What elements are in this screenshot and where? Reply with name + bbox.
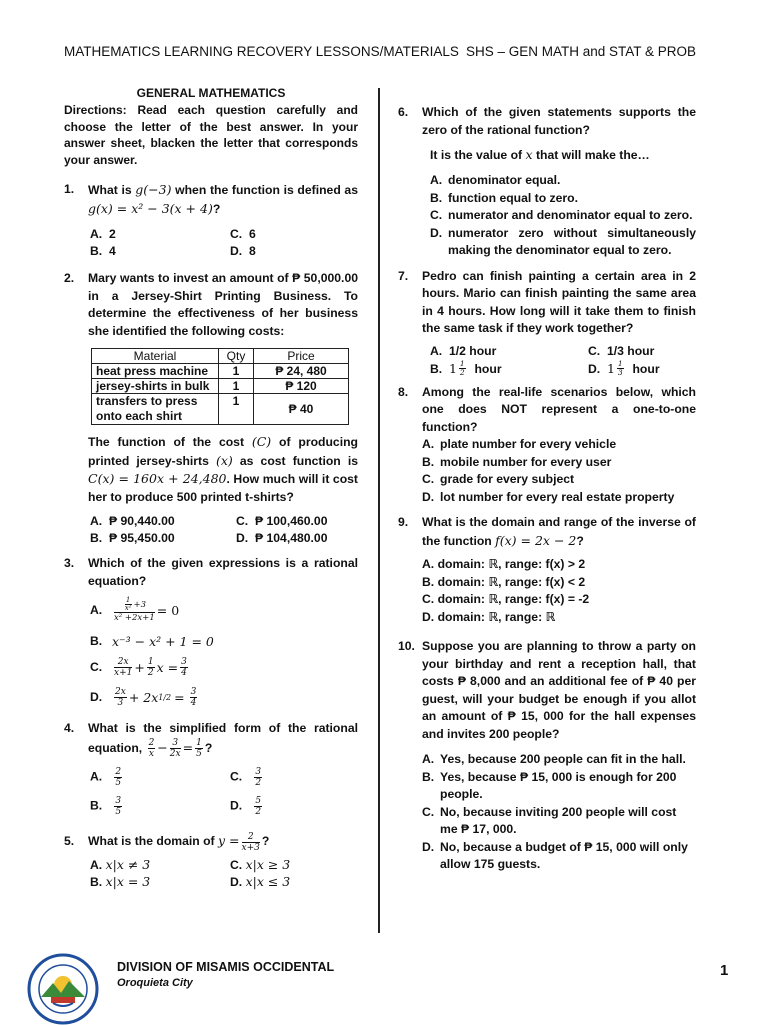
- option[interactable]: D. x|x ≤ 3: [230, 873, 291, 889]
- q2-followup: [64, 433, 358, 506]
- q6-options: [430, 172, 696, 260]
- question-number: 1.: [64, 182, 75, 196]
- header-right: SHS – GEN MATH and STAT & PROB: [466, 44, 697, 59]
- question-number: 8.: [398, 384, 409, 399]
- option[interactable]: C. domain: ℝ, range: f(x) = -2: [422, 592, 590, 606]
- option[interactable]: D. numerator zero without simultaneously making the denominator equal to zero.: [430, 225, 696, 257]
- section-title: GENERAL MATHEMATICS: [136, 86, 286, 100]
- q8-options: [422, 436, 696, 506]
- option[interactable]: C. 1/3 hour: [588, 343, 655, 358]
- question-4: 4. What is the simplified form of the rational equation, $\frac{2}{x}$ − $\frac{3}{2x}$ = $\frac{1}{5}$ ?: [64, 718, 358, 759]
- table-cell: 1: [219, 394, 254, 425]
- option[interactable]: D. $\frac{5}{2}$: [230, 796, 262, 818]
- question-number: 3.: [64, 556, 75, 570]
- option[interactable]: B. function equal to zero.: [430, 190, 578, 205]
- page-number: 1: [720, 962, 729, 979]
- question-number: 2.: [64, 271, 75, 285]
- q1-text-a: What is: [88, 183, 136, 197]
- question-number: 10.: [398, 639, 415, 653]
- option[interactable]: C. No, because inviting 200 people will cost me ₱ 17, 000.: [422, 804, 677, 836]
- option[interactable]: A. $\frac{1}{\text{x²}}$ +3 x² +2x+1 = 0: [90, 596, 180, 623]
- table-header: Material: [92, 349, 219, 364]
- table-row: [92, 394, 349, 425]
- option[interactable]: C. numerator and denominator equal to zero.: [430, 208, 693, 222]
- option[interactable]: C. grade for every subject: [422, 472, 575, 486]
- table-cell: jersey-shirts in bulk: [92, 379, 219, 394]
- option[interactable]: B. x|x = 3: [90, 873, 151, 889]
- option[interactable]: B. $\frac{3}{5}$: [90, 796, 122, 818]
- option[interactable]: C. $\frac{2x}{x+1}$ + $\frac{1}{2}$ x = $\frac{3}{4}$: [90, 656, 187, 678]
- question-8: [398, 384, 696, 437]
- q3-text: Which of the given expressions is a rational equation?: [88, 556, 358, 588]
- footer-title: DIVISION OF MISAMIS OCCIDENTAL: [117, 960, 335, 974]
- q3-options: [90, 590, 358, 712]
- q4-options: [90, 767, 358, 817]
- q4-text: What is the simplified form of the rational equation,: [88, 721, 358, 755]
- option[interactable]: A. denominator equal.: [430, 173, 561, 187]
- q2-math: (x): [215, 452, 233, 468]
- option[interactable]: B. ₱ 95,450.00: [90, 531, 175, 545]
- question-6: [398, 104, 696, 139]
- option[interactable]: D. $\frac{2x}{3}$ + 2x 1/2 = $\frac{3}{4}$: [90, 686, 197, 708]
- option[interactable]: A. x|x ≠ 3: [90, 856, 151, 872]
- option[interactable]: D. No, because a budget of ₱ 15, 000 will only allow 175 guests.: [422, 839, 688, 871]
- question-3: [64, 555, 358, 590]
- q9-options: [422, 556, 696, 626]
- cost-table: [91, 348, 349, 425]
- directions-text: Read each question carefully and choose the letter of the best answer. In your answer sheet, blacken the letter that corresponds your answer.: [64, 103, 358, 167]
- option[interactable]: B. 1 $\frac{1}{2}$ hour: [430, 358, 502, 377]
- question-5: 5. What is the domain of y = $\frac{2}{x+3}$ ?: [64, 831, 270, 853]
- q1-options: [90, 227, 358, 258]
- option[interactable]: A. ₱ 90,440.00: [90, 514, 175, 528]
- option[interactable]: D. ₱ 104,480.00: [236, 531, 328, 545]
- question-9: 9. What is the domain and range of the inverse of the function f(x) = 2x − 2?: [398, 514, 696, 550]
- q6-intro: It is the value of x that will make the…: [430, 147, 650, 162]
- option[interactable]: B. Yes, because ₱ 15, 000 is enough for 200 people.: [422, 769, 677, 801]
- table-cell: transfers to press onto each shirt: [92, 394, 219, 425]
- table-cell: 1: [219, 379, 254, 394]
- q7-text: Pedro can finish painting a certain area in 2 hours. Mario can finish painting the same area in 4 hours. How long will it take them to finish the same task if they work together?: [422, 268, 696, 335]
- q1-text-c: ?: [212, 201, 221, 216]
- option[interactable]: A. domain: ℝ, range: f(x) > 2: [422, 557, 586, 571]
- option[interactable]: C. x|x ≥ 3: [230, 856, 291, 872]
- footer-subtitle: Oroquieta City: [117, 977, 193, 989]
- q1-math-b: g(x) = x² − 3(x + 4): [88, 200, 213, 216]
- question-number: 6.: [398, 105, 409, 119]
- table-header: Qty: [219, 349, 254, 364]
- question-7: [398, 268, 696, 338]
- question-number: 7.: [398, 268, 409, 283]
- option[interactable]: D. domain: ℝ, range: ℝ: [422, 609, 556, 624]
- option[interactable]: C. ₱ 100,460.00: [236, 514, 328, 528]
- table-cell: ₱ 24, 480: [254, 364, 349, 379]
- option[interactable]: B. x⁻³ − x² + 1 = 0: [90, 633, 214, 649]
- table-header: Price: [254, 349, 349, 364]
- question-10: [398, 638, 696, 743]
- q8-text: Among the real-life scenarios below, which one does NOT represent a one-to-one function?: [422, 384, 696, 434]
- left-column: [64, 86, 358, 889]
- question-number: 5.: [64, 834, 75, 849]
- option[interactable]: D. 1 $\frac{1}{3}$ hour: [588, 358, 660, 377]
- option[interactable]: C. $\frac{3}{2}$: [230, 767, 262, 789]
- option[interactable]: B. 4: [90, 244, 116, 258]
- q2-options: [90, 514, 358, 545]
- q1-text-b: when the function is defined as: [171, 183, 358, 197]
- question-number: 9.: [398, 515, 409, 529]
- q5-options: [90, 857, 358, 889]
- table-cell: ₱ 120: [254, 379, 349, 394]
- option[interactable]: A. 1/2 hour: [430, 343, 497, 358]
- q2-followup-a: The function of the cost: [88, 435, 252, 449]
- q2-math: C(x) = 160x + 24,480: [88, 471, 227, 486]
- q10-options: [422, 751, 696, 874]
- directions-label: Directions:: [64, 103, 127, 117]
- table-header-row: [92, 349, 349, 364]
- q7-options: [430, 344, 696, 377]
- option[interactable]: D. 8: [230, 244, 256, 258]
- question-1: [64, 181, 358, 218]
- option[interactable]: B. mobile number for every user: [422, 454, 612, 469]
- table-cell: 1: [219, 364, 254, 379]
- q2-math: (C): [251, 434, 272, 449]
- option[interactable]: D. lot number for every real estate property: [422, 489, 675, 504]
- q9-math: f(x) = 2x − 2: [495, 532, 577, 548]
- option[interactable]: C. 6: [230, 227, 256, 241]
- right-column: [398, 104, 696, 874]
- column-divider: [378, 88, 380, 933]
- q5-text: What is the domain of: [88, 834, 218, 849]
- deped-seal-icon: [27, 953, 99, 1025]
- option[interactable]: A. plate number for every vehicle: [422, 437, 617, 451]
- option[interactable]: A. 2: [90, 227, 116, 241]
- option[interactable]: B. domain: ℝ, range: f(x) < 2: [422, 574, 586, 589]
- q6-text: Which of the given statements supports the zero of the rational function?: [422, 105, 696, 137]
- q1-math-a: g(−3): [135, 182, 172, 197]
- table-cell: heat press machine: [92, 364, 219, 379]
- question-2: [64, 270, 358, 340]
- q10-text: Suppose you are planning to throw a party on your birthday and rent a reception hall, that costs ₱ 8,000 and an additional fee of ₱ 40 per guest, will your budget be enough if you allot an amount of ₱ 15, 000 for the hall expenses and invites 200 people?: [422, 639, 696, 741]
- header-left: MATHEMATICS LEARNING RECOVERY LESSONS/MATERIALS: [64, 44, 459, 59]
- option[interactable]: A. Yes, because 200 people can fit in the hall.: [422, 752, 686, 766]
- q2-followup-d: . How much will it cost her to produce 500 printed t-shirts?: [88, 472, 358, 504]
- q2-text: Mary wants to invest an amount of ₱ 50,000.00 in a Jersey-Shirt Printing Business. To determine the effectiveness of her business she identified the following costs:: [88, 271, 358, 338]
- question-number: 4.: [64, 721, 75, 735]
- table-cell: ₱ 40: [254, 394, 349, 425]
- q2-followup-b: of producing printed jersey-shirts: [88, 435, 358, 468]
- table-row: [92, 364, 349, 379]
- q9-text: What is the domain and range of the inverse of the function: [422, 515, 696, 548]
- table-row: [92, 379, 349, 394]
- option[interactable]: A. $\frac{2}{5}$: [90, 767, 122, 789]
- q2-followup-c: as cost function is: [232, 453, 359, 468]
- directions: [64, 102, 358, 168]
